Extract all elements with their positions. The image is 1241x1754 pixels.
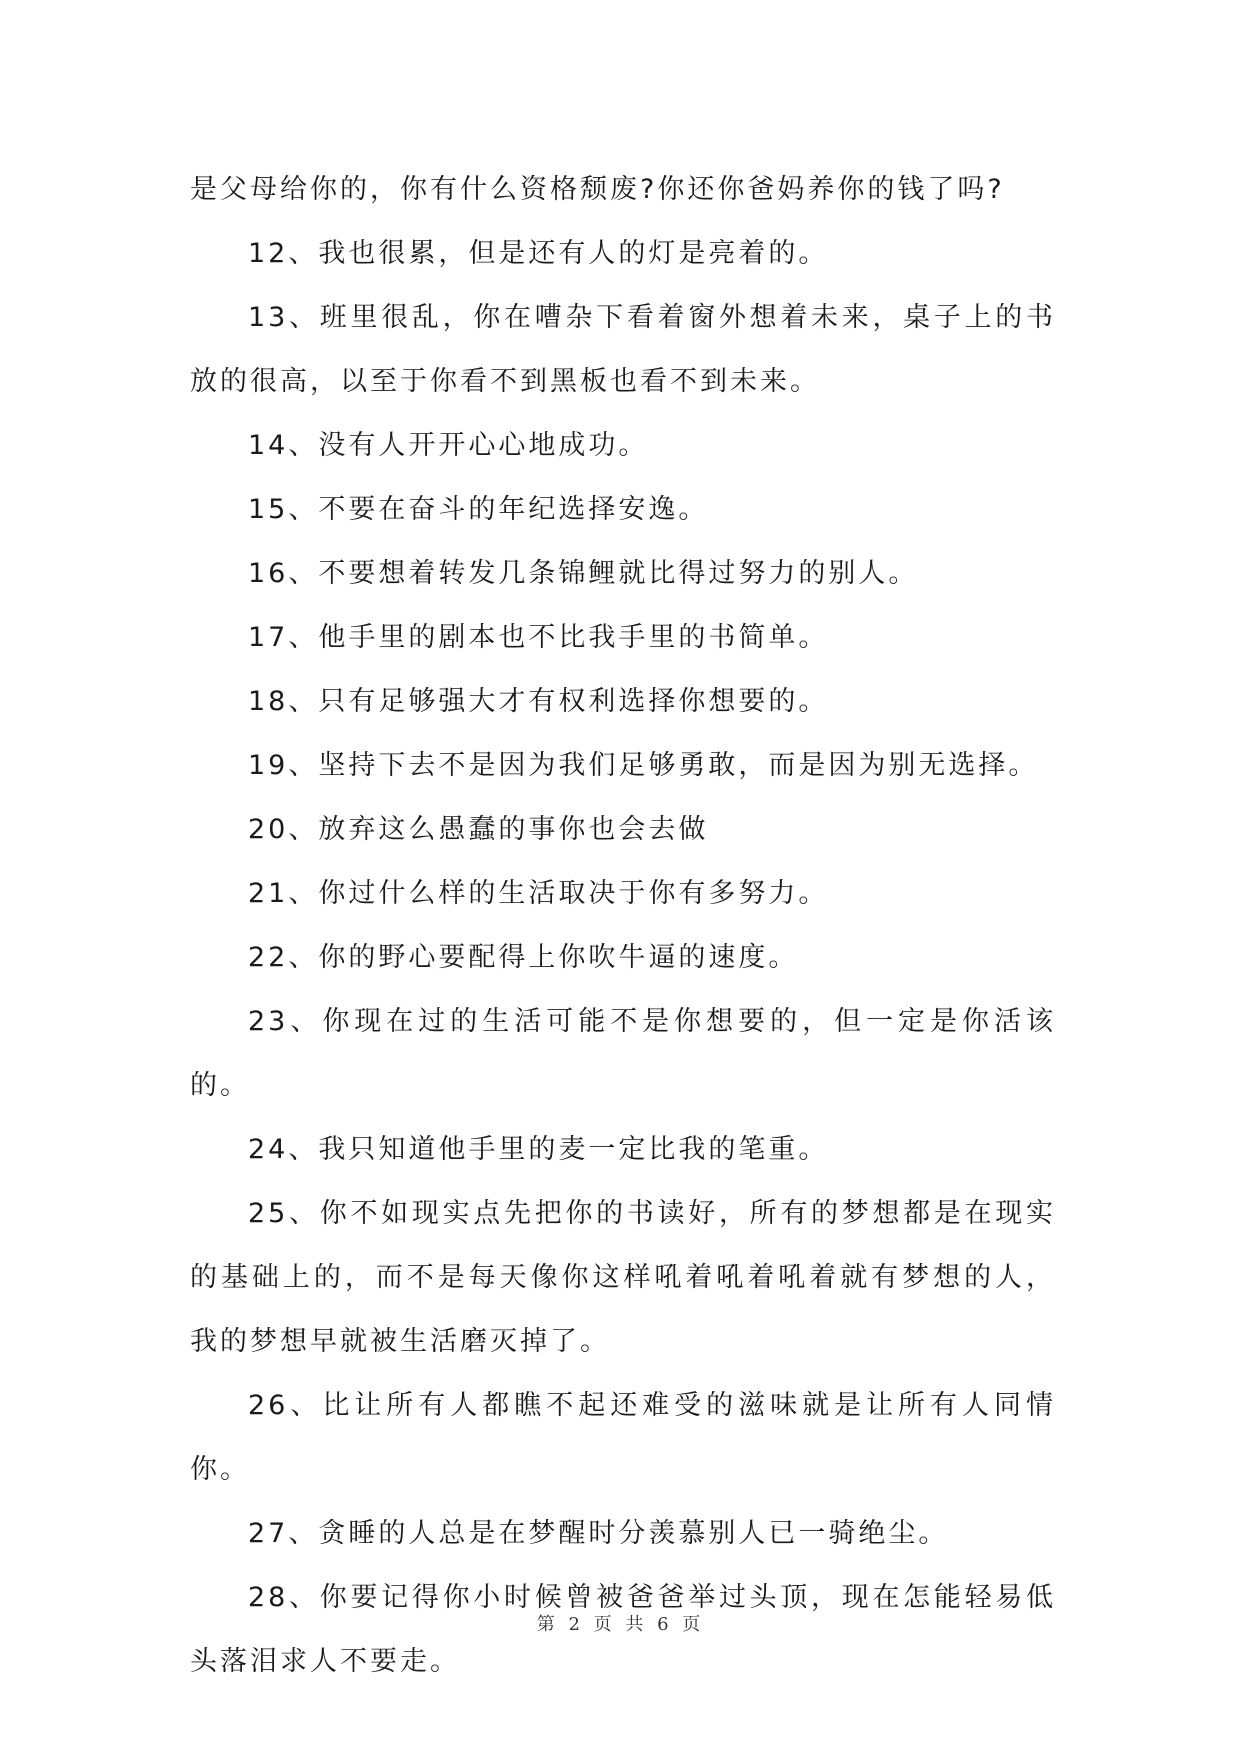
paragraph: 16、不要想着转发几条锦鲤就比得过努力的别人。 (248, 558, 919, 589)
page-number-footer: 第 2 页 共 6 页 (536, 1614, 705, 1635)
paragraph: 19、坚持下去不是因为我们足够勇敢，而是因为别无选择。 (248, 750, 1039, 781)
paragraph: 28、你要记得你小时候曾被爸爸举过头顶，现在怎能轻易低头落泪求人不要走。 (190, 1582, 1056, 1677)
paragraph: 21、你过什么样的生活取决于你有多努力。 (248, 878, 829, 909)
paragraph: 23、你现在过的生活可能不是你想要的，但一定是你活该的。 (190, 1006, 1056, 1101)
paragraph: 14、没有人开开心心地成功。 (248, 430, 649, 461)
paragraph: 24、我只知道他手里的麦一定比我的笔重。 (248, 1134, 829, 1165)
paragraph: 13、班里很乱，你在嘈杂下看着窗外想着未来，桌子上的书放的很高，以至于你看不到黑板也看不到未来。 (190, 302, 1056, 397)
paragraph: 15、不要在奋斗的年纪选择安逸。 (248, 494, 709, 525)
paragraph: 20、放弃这么愚蠢的事你也会去做 (248, 814, 709, 845)
paragraph: 27、贪睡的人总是在梦醒时分羡慕别人已一骑绝尘。 (248, 1518, 949, 1549)
paragraph: 18、只有足够强大才有权利选择你想要的。 (248, 686, 829, 717)
document-body (190, 158, 1056, 1694)
paragraph: 12、我也很累，但是还有人的灯是亮着的。 (248, 238, 829, 269)
paragraph: 17、他手里的剧本也不比我手里的书简单。 (248, 622, 829, 653)
paragraph: 25、你不如现实点先把你的书读好，所有的梦想都是在现实的基础上的，而不是每天像你这样吼着吼着吼着就有梦想的人，我的梦想早就被生活磨灭掉了。 (190, 1198, 1056, 1357)
paragraph: 26、比让所有人都瞧不起还难受的滋味就是让所有人同情你。 (190, 1390, 1056, 1485)
paragraph: 22、你的野心要配得上你吹牛逼的速度。 (248, 942, 799, 973)
paragraph: 是父母给你的，你有什么资格颓废?你还你爸妈养你的钱了吗? (190, 174, 1005, 205)
